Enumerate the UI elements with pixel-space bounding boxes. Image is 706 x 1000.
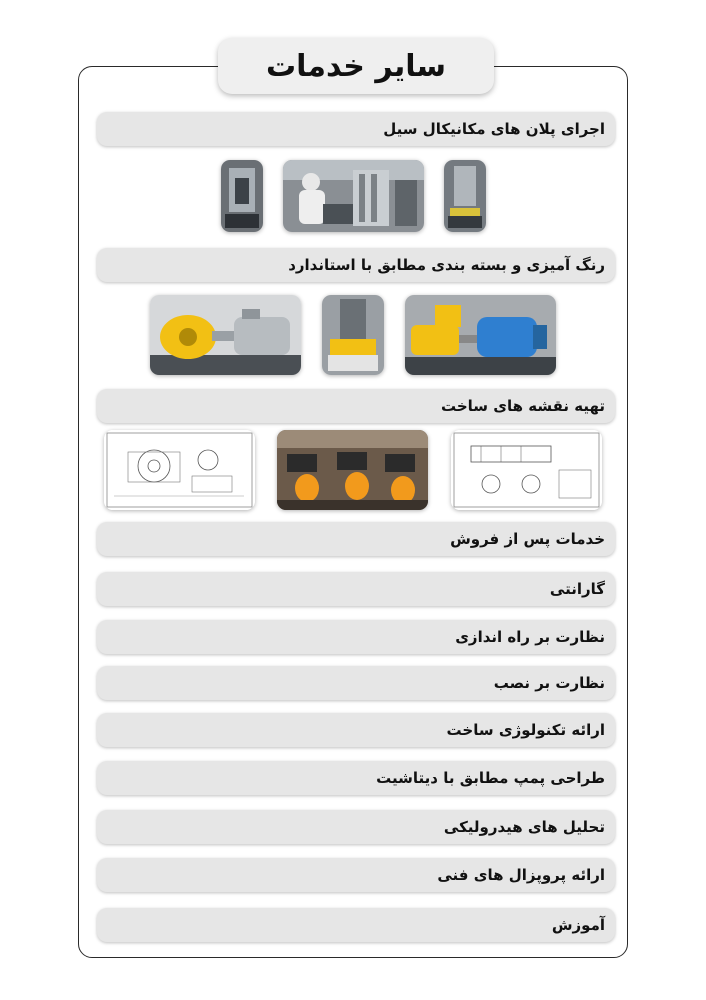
photo-blue-motor-pump: [405, 295, 556, 375]
page-title-badge: [218, 38, 494, 94]
service-label: طراحی پمپ مطابق با دیتاشیت: [376, 769, 605, 787]
service-label: خدمات پس از فروش: [450, 530, 605, 548]
service-bar-mechanical-seal-plans: [97, 112, 615, 146]
service-bar-pump-design: [97, 761, 615, 795]
service-bar-training: [97, 908, 615, 942]
photo-technical-drawing-right: [451, 430, 602, 510]
service-bar-installation-supervision: [97, 666, 615, 700]
photo-yellow-pump-unit: [150, 295, 301, 375]
service-bar-hydraulic-analysis: [97, 810, 615, 844]
service-bar-technical-proposals: [97, 858, 615, 892]
service-label: اجرای پلان های مکانیکال سیل: [383, 120, 605, 138]
service-bar-manufacturing-technology: [97, 713, 615, 747]
service-bar-painting-packaging: [97, 248, 615, 282]
photo-machine-right: [444, 160, 486, 232]
service-label: ارائه تکنولوژی ساخت: [446, 721, 605, 739]
service-label: گارانتی: [549, 580, 605, 598]
service-label: آموزش: [551, 916, 605, 934]
page-title: سایر خدمات: [265, 48, 447, 84]
photo-engineering-office: [277, 430, 428, 510]
service-bar-after-sales: [97, 522, 615, 556]
service-bar-warranty: [97, 572, 615, 606]
service-label: تهیه نقشه های ساخت: [440, 397, 605, 415]
photo-technical-drawing-left: [104, 430, 255, 510]
photo-technician-assembly: [283, 160, 424, 232]
service-label: ارائه پروپزال های فنی: [437, 866, 605, 884]
service-label: رنگ آمیزی و بسته بندی مطابق با استاندارد: [288, 256, 605, 274]
service-label: تحلیل های هیدرولیکی: [443, 818, 605, 836]
service-label: نظارت بر راه اندازی: [455, 628, 605, 646]
service-bar-manufacturing-drawings: [97, 389, 615, 423]
photo-hydraulic-unit: [322, 295, 384, 375]
photo-machine-left: [221, 160, 263, 232]
service-bar-commissioning-supervision: [97, 620, 615, 654]
service-label: نظارت بر نصب: [493, 674, 605, 692]
